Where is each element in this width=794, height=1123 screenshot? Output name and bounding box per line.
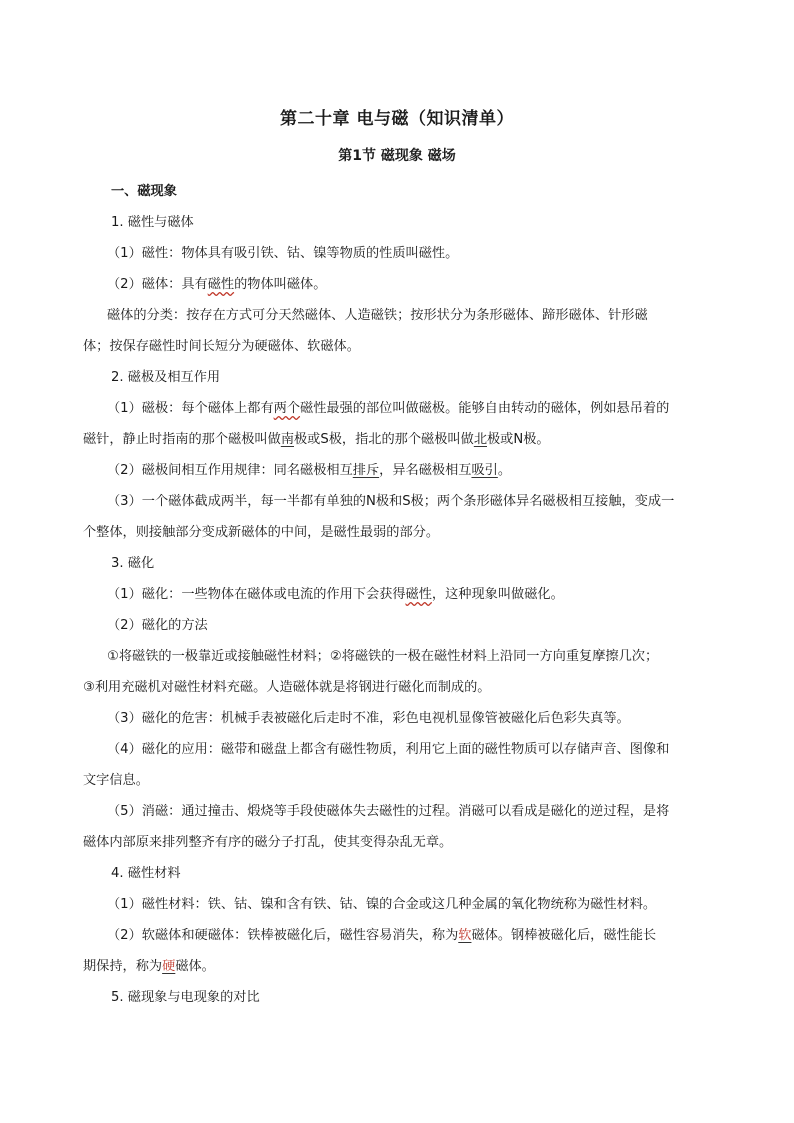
text-run: 磁体。 bbox=[175, 959, 215, 974]
text-run: 期保持，称为 bbox=[83, 959, 163, 974]
text-run: （2）软磁体和硬磁体：铁棒被磁化后，磁性容易消失，称为 bbox=[107, 928, 459, 943]
text-run: （2）磁极间相互作用规律：同名磁极相互 bbox=[107, 463, 353, 478]
paragraph-line bbox=[83, 455, 713, 486]
text-run: 极或S极，指北的那个磁极叫做 bbox=[294, 432, 474, 447]
paragraph-line: 磁体内部原来排列整齐有序的磁分子打乱，使其变得杂乱无章。 bbox=[83, 835, 453, 850]
emphasis-term: 软 bbox=[458, 928, 472, 943]
text-run: （1）磁化：一些物体在磁体或电流的作用下会获得 bbox=[107, 587, 406, 602]
emphasis-term: 南 bbox=[280, 432, 294, 447]
text-run: （2）磁体：具有 bbox=[107, 277, 208, 292]
text-run: 磁针，静止时指南的那个磁极叫做 bbox=[83, 432, 281, 447]
text-run: ，这种现象叫做磁化。 bbox=[431, 587, 564, 602]
emphasis-term: 磁性 bbox=[207, 277, 235, 292]
paragraph-line: 个整体，则接触部分变成新磁体的中间，是磁性最弱的部分。 bbox=[83, 525, 440, 540]
emphasis-term: 北 bbox=[473, 432, 487, 447]
paragraph-line bbox=[83, 393, 713, 424]
text-run: 磁性最强的部位叫做磁极。能够自由转动的磁体，例如悬吊着的 bbox=[300, 401, 670, 416]
paragraph-line: （3）磁化的危害：机械手表被磁化后走时不准，彩色电视机显像管被磁化后色彩失真等。 bbox=[107, 711, 630, 726]
emphasis-term: 两个 bbox=[273, 401, 301, 416]
section-title: 第1节 磁现象 磁场 bbox=[338, 148, 456, 164]
paragraph-line bbox=[83, 424, 713, 455]
paragraph-line: （5）消磁：通过撞击、煅烧等手段使磁体失去磁性的过程。消磁可以看成是磁化的逆过程，是将 bbox=[107, 804, 670, 819]
text-run: 的物体叫磁体。 bbox=[234, 277, 327, 292]
paragraph-line: ①将磁铁的一极靠近或接触磁性材料；②将磁铁的一极在磁性材料上沿同一方向重复摩擦几次； bbox=[107, 649, 659, 664]
paragraph-line: 磁体的分类：按存在方式可分天然磁体、人造磁铁；按形状分为条形磁体、蹄形磁体、针形磁 bbox=[107, 308, 648, 323]
paragraph-line: （4）磁化的应用：磁带和磁盘上都含有磁性物质，利用它上面的磁性物质可以存储声音、图像和 bbox=[107, 742, 670, 757]
paragraph-line bbox=[83, 951, 713, 982]
paragraph-line: 文字信息。 bbox=[83, 773, 149, 788]
paragraph-line bbox=[83, 920, 713, 951]
paragraph-line: （1）磁性材料：铁、钴、镍和含有铁、钴、镍的合金或这几种金属的氧化物统称为磁性材料。 bbox=[107, 897, 657, 912]
emphasis-term: 排斥 bbox=[352, 463, 380, 478]
text-run: 磁体。钢棒被磁化后，磁性能长 bbox=[471, 928, 657, 943]
paragraph-line: （1）磁性：物体具有吸引铁、钴、镍等物质的性质叫磁性。 bbox=[107, 246, 459, 261]
paragraph-line: 体；按保存磁性时间长短分为硬磁体、软磁体。 bbox=[83, 339, 360, 354]
paragraph-line: （3）一个磁体截成两半，每一半都有单独的N极和S极；两个条形磁体异名磁极相互接触，变成一 bbox=[107, 494, 675, 509]
paragraph-line bbox=[83, 579, 713, 610]
emphasis-term: 硬 bbox=[162, 959, 176, 974]
emphasis-term: 磁性 bbox=[405, 587, 432, 602]
subheading-magnetic-materials: 4. 磁性材料 bbox=[111, 866, 181, 881]
text-run: 。 bbox=[497, 463, 512, 478]
subheading-magnetism-and-magnets: 1. 磁性与磁体 bbox=[111, 215, 194, 230]
subheading-magnetic-poles: 2. 磁极及相互作用 bbox=[111, 370, 221, 385]
paragraph-line: （2）磁化的方法 bbox=[107, 618, 208, 633]
heading-magnetic-phenomena: 一、磁现象 bbox=[111, 184, 177, 199]
subheading-magnetization: 3. 磁化 bbox=[111, 556, 155, 571]
chapter-title: 第二十章 电与磁（知识清单） bbox=[280, 109, 514, 129]
text-run: （1）磁极：每个磁体上都有 bbox=[107, 401, 274, 416]
text-run: ，异名磁极相互 bbox=[379, 463, 472, 478]
subheading-magnetic-vs-electric: 5. 磁现象与电现象的对比 bbox=[111, 990, 260, 1005]
document-body bbox=[83, 176, 713, 1013]
emphasis-term: 吸引 bbox=[471, 463, 498, 478]
paragraph-line: ③利用充磁机对磁性材料充磁。人造磁体就是将钢进行磁化而制成的。 bbox=[83, 680, 491, 695]
text-run: 极或N极。 bbox=[487, 432, 550, 447]
paragraph-line bbox=[83, 269, 713, 300]
